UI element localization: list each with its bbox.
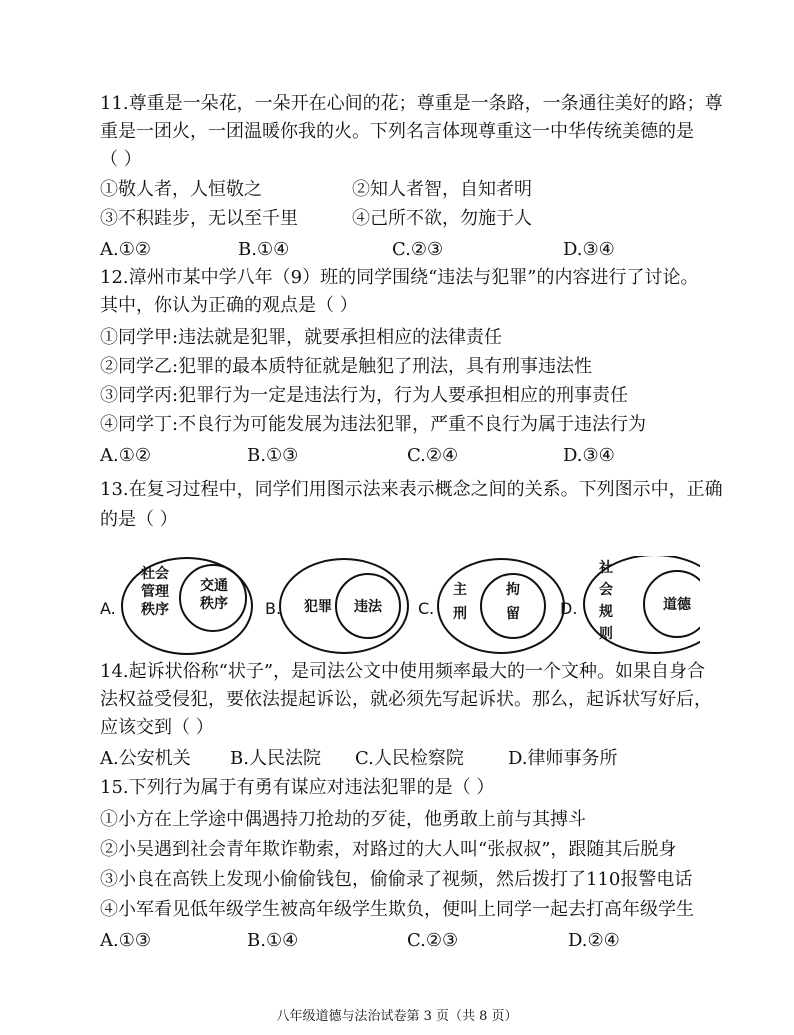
q14-option-c: C.人民检察院: [355, 748, 464, 769]
q15-option-b: B.①④: [247, 930, 299, 951]
q13-c-outer-2: 刑: [453, 606, 467, 622]
q15-item-4: ④小军看见低年级学生被高年级学生欺负，便叫上同学一起去打高年级学生: [100, 899, 694, 920]
q15-item-3: ③小良在高铁上发现小偷偷钱包，偷偷录了视频，然后拨打了110报警电话: [100, 869, 693, 890]
q13-a-outer-1: 社会: [141, 566, 169, 582]
q13-d-outer-1: 社: [599, 560, 613, 576]
q11-stem-line2: 重是一团火，一团温暖你我的火。下列名言体现尊重这一中华传统美德的是: [100, 121, 694, 142]
q12-item-1: ①同学甲:违法就是犯罪，就要承担相应的法律责任: [100, 327, 503, 348]
q14-option-b: B.人民法院: [230, 748, 321, 769]
q13-letter-c: C.: [418, 599, 435, 618]
q15-stem-line1: 15.下列行为属于有勇有谋应对违法犯罪的是（ ）: [100, 777, 495, 798]
q12-item-4: ④同学丁:不良行为可能发展为违法犯罪，严重不良行为属于违法行为: [100, 414, 647, 435]
q15-option-a: A.①③: [100, 930, 151, 951]
q13-venn-diagrams: [100, 556, 700, 656]
q12-stem-line2: 其中，你认为正确的观点是（ ）: [100, 295, 358, 316]
q12-option-d: D.③④: [563, 445, 615, 466]
q11-answer-blank: （ ）: [100, 149, 142, 170]
q13-d-inner: 道德: [663, 597, 691, 613]
q15-item-1: ①小方在上学途中偶遇持刀抢劫的歹徒，他勇敢上前与其搏斗: [100, 809, 586, 830]
q11-option-a: A.①②: [100, 239, 151, 260]
page-footer: 八年级道德与法治试卷第 3 页（共 8 页）: [276, 1009, 518, 1024]
q14-stem-line1: 14.起诉状俗称“状子”，是司法公文中使用频率最大的一个文种。如果自身合: [100, 661, 706, 682]
q15-option-d: D.②④: [568, 930, 620, 951]
q14-option-d: D.律师事务所: [508, 748, 618, 769]
q13-letter-d: D.: [560, 599, 578, 618]
q15-option-c: C.②③: [407, 930, 459, 951]
q11-item-4: ④己所不欲，勿施于人: [352, 208, 532, 229]
q13-b-inner: 违法: [354, 599, 382, 615]
q12-stem-line1: 12.漳州市某中学八年（9）班的同学围绕“违法与犯罪”的内容进行了讨论。: [100, 267, 699, 288]
q13-stem-line2: 的是（ ）: [100, 509, 178, 530]
q13-letter-a: A.: [100, 599, 116, 618]
q14-stem-line3: 应该交到（ ）: [100, 717, 214, 738]
q13-a-outer-3: 秩序: [141, 602, 169, 618]
q13-b-outer-ellipse: [280, 559, 408, 653]
q11-option-b: B.①④: [238, 239, 290, 260]
q13-b-outer: 犯罪: [304, 599, 332, 615]
q13-c-inner-2: 留: [506, 606, 520, 622]
q15-item-2: ②小吴遇到社会青年欺诈勒索，对路过的大人叫“张叔叔”，跟随其后脱身: [100, 839, 677, 860]
q13-a-outer-2: 管理: [141, 584, 169, 600]
q12-item-3: ③同学丙:犯罪行为一定是违法行为，行为人要承担相应的刑事责任: [100, 385, 629, 406]
q11-option-c: C.②③: [392, 239, 444, 260]
q13-a-inner-2: 秩序: [200, 596, 228, 612]
q12-option-a: A.①②: [100, 445, 151, 466]
q11-item-1: ①敬人者，人恒敬之: [100, 179, 262, 200]
q11-item-2: ②知人者智，自知者明: [352, 179, 532, 200]
q13-letter-b: B.: [265, 599, 282, 618]
q12-option-c: C.②④: [407, 445, 459, 466]
q13-a-inner-1: 交通: [200, 578, 228, 594]
q12-option-b: B.①③: [247, 445, 299, 466]
q13-c-outer-1: 主: [453, 582, 467, 598]
q13-d-outer-4: 则: [599, 626, 613, 642]
q13-d-outer-2: 会: [599, 582, 613, 598]
q13-c-inner-1: 拘: [506, 582, 520, 598]
q13-d-outer-3: 规: [599, 604, 613, 620]
q11-item-3: ③不积跬步，无以至千里: [100, 208, 298, 229]
q14-stem-line2: 法权益受侵犯，要依法提起诉讼，就必须先写起诉状。那么，起诉状写好后，: [100, 689, 712, 710]
q12-item-2: ②同学乙:犯罪的最本质特征就是触犯了刑法，具有刑事违法性: [100, 356, 593, 377]
q14-option-a: A.公安机关: [100, 748, 191, 769]
q11-stem-line1: 11.尊重是一朵花，一朵开在心间的花；尊重是一条路，一条通往美好的路；尊: [100, 93, 723, 114]
q13-stem-line1: 13.在复习过程中，同学们用图示法来表示概念之间的关系。下列图示中，正确: [100, 479, 723, 500]
q11-option-d: D.③④: [563, 239, 615, 260]
